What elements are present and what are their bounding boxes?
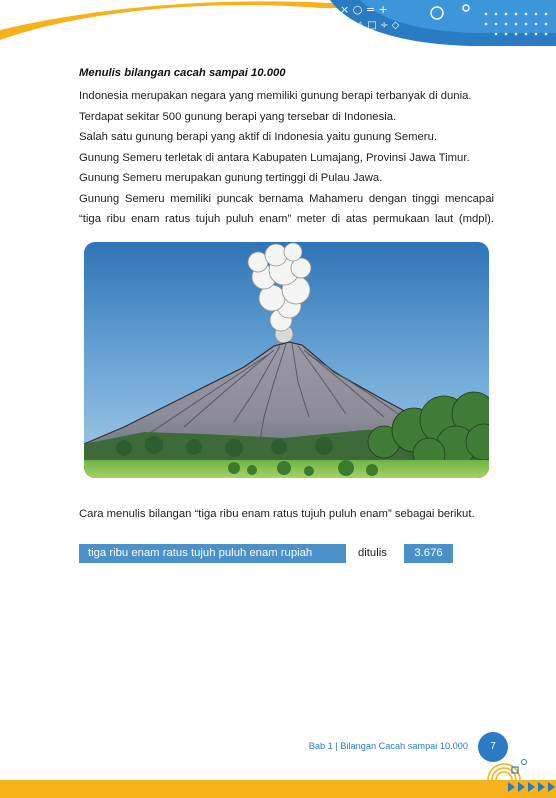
body-paragraph xyxy=(79,86,494,230)
page-number-badge: 7 xyxy=(478,732,508,762)
volcano-illustration xyxy=(84,242,489,478)
paragraph-line: “tiga ribu enam ratus tujuh puluh enam” meter di atas permukaan laut (mdpl). xyxy=(79,213,494,225)
paragraph-line: Gunung Semeru terletak di antara Kabupaten Lumajang, Provinsi Jawa Timur. xyxy=(79,151,470,164)
connector-text: ditulis xyxy=(358,547,387,559)
number-words-box: tiga ribu enam ratus tujuh puluh enam rupiah xyxy=(79,544,346,563)
header-decoration xyxy=(0,0,556,62)
svg-text:÷ △ □ ÷ ◇: ÷ △ □ ÷ ◇ xyxy=(345,20,400,31)
paragraph-line: Terdapat sekitar 500 gunung berapi yang tersebar di Indonesia. xyxy=(79,110,397,123)
paragraph-line: Salah satu gunung berapi yang aktif di Indonesia yaitu gunung Semeru. xyxy=(79,131,437,143)
paragraph-line: Gunung Semeru merupakan gunung tertinggi di Pulau Jawa. xyxy=(79,172,383,184)
footer-decoration xyxy=(0,752,556,798)
paragraph-line: Indonesia merupakan negara yang memiliki gunung berapi terbanyak di dunia. xyxy=(79,90,472,102)
svg-text:× ○ = +: × ○ = + xyxy=(340,3,388,16)
section-heading: Menulis bilangan cacah sampai 10.000 xyxy=(79,67,286,79)
paragraph-line: Gunung Semeru memiliki puncak bernama Mahameru dengan tinggi mencapai xyxy=(79,192,494,205)
number-value-box: 3.676 xyxy=(404,544,453,563)
chapter-footer-label: Bab 1 | Bilangan Cacah sampai 10.000 xyxy=(308,741,468,751)
example-intro-text: Cara menulis bilangan “tiga ribu enam ratus tujuh puluh enam” sebagai berikut. xyxy=(79,508,475,520)
